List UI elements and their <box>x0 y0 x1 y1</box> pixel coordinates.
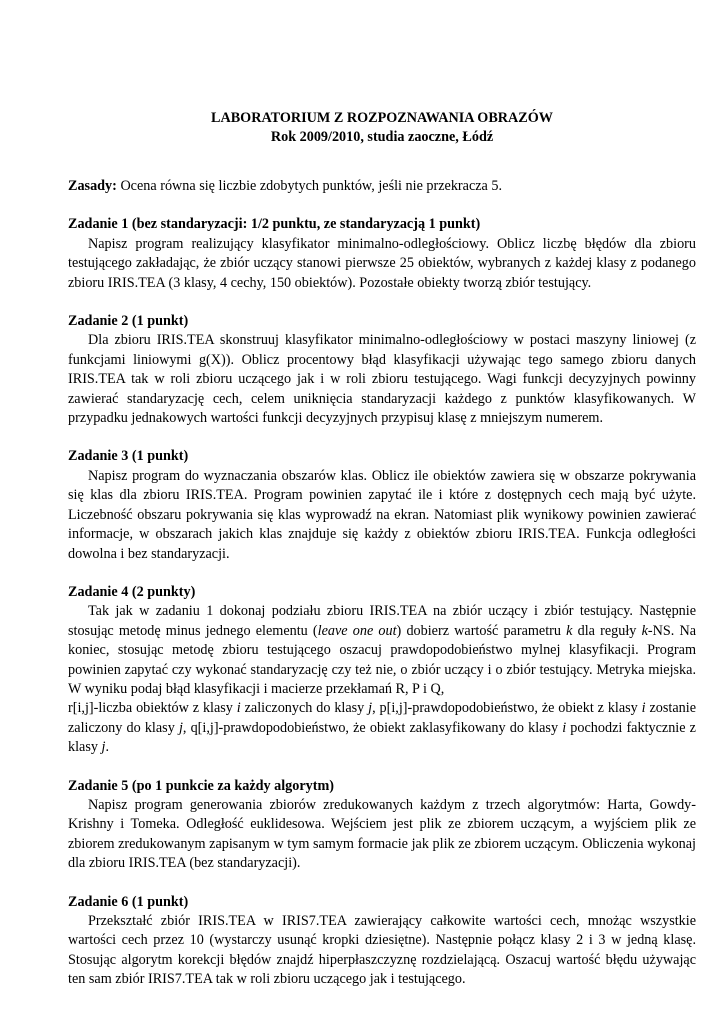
task-2 <box>68 312 696 428</box>
italic-run: leave one out <box>317 622 397 639</box>
text-run: , p[i,j]-prawdopodobieństwo, że obiekt z klasy <box>372 700 642 717</box>
document-header <box>68 109 696 147</box>
italic-run: j <box>178 719 183 736</box>
italic-run: i <box>236 700 241 717</box>
text-run: dla reguły <box>572 622 642 639</box>
task-body-definitions <box>68 699 696 757</box>
task-6 <box>68 893 696 990</box>
italic-run: k <box>566 622 573 639</box>
rules-section <box>68 177 696 196</box>
task-body: Dla zbioru IRIS.TEA skonstruuj klasyfikator minimalno-odległościowy w postaci maszyny liniowej (z funkcjami liniowymi g(X)). Oblicz procentowy błąd klasyfikacji używając tego samego zbioru danych IRIS.TEA tak w roli zbioru uczącego jak i w roli zbioru testującego. Wagi funkcji decyzyjnych powinny zawierać standaryzację cech, celem uniknięcia standaryzacji każdego z punktów klasyfikowanych. W przypadku jednakowych wartości funkcji decyzyjnych przypisuj klasę z mniejszym numerem. <box>68 332 696 427</box>
document-page <box>68 109 696 990</box>
task-1 <box>68 215 696 293</box>
document-title: LABORATORIUM Z ROZPOZNAWANIA OBRAZÓW <box>211 110 553 126</box>
task-title: Zadanie 6 (1 punkt) <box>68 893 189 910</box>
italic-run: i <box>562 719 567 736</box>
text-run: . <box>105 739 109 756</box>
task-title: Zadanie 4 (2 punkty) <box>68 583 196 600</box>
task-4 <box>68 583 696 758</box>
text-run: ) dobierz wartość parametru <box>396 622 567 639</box>
text-run: zostanie zaliczony do klasy <box>68 700 696 736</box>
task-3 <box>68 447 696 563</box>
task-body: Przekształć zbiór IRIS.TEA w IRIS7.TEA zawierający całkowite wartości cech, mnożąc wszystkie wartości cech przez 10 (wystarczy usunąć kropki dziesiętne). Następnie połącz klasy 2 i 3 w jedną klasę. Stosując algorytm korekcji błędów znajdź hiperpłaszczyznę rozdzielającą. Oszacuj wartość błędu używając ten sam zbiór IRIS7.TEA tak w roli zbioru uczącego jak i testującego. <box>68 913 696 988</box>
task-title: Zadanie 5 (po 1 punkcie za każdy algorytm) <box>68 777 335 794</box>
rules-text: Ocena równa się liczbie zdobytych punktów, jeśli nie przekracza 5. <box>116 178 503 194</box>
task-body <box>68 602 696 699</box>
task-title: Zadanie 2 (1 punkt) <box>68 313 189 330</box>
italic-run: j <box>368 700 373 717</box>
task-body: Napisz program do wyznaczania obszarów klas. Oblicz ile obiektów zawiera się w obszarze pokrywania się klas dla zbioru IRIS.TEA. Program powinien zapytać ile i które z dostępnych cech mają być użyte. Liczebność obszaru pokrywania się klas wyprowadź na ekran. Natomiast plik wynikowy powinien zawierać informacje, w obszarach jakich klas znajduje się każdy z obiektów zbioru IRIS.TEA. Funkcja odległości dowolna i bez standaryzacji. <box>68 467 696 562</box>
text-run: -NS. Na koniec, stosując metodę zbioru testującego oszacuj prawdopodobieństwo mylnej klasyfikacji. Program powinien zapytać czy wykonać standaryzację czy też nie, o zbiór uczący i o zbiór testujący. Metryka miejska. W wyniku podaj błąd klasyfikacji i macierze przekłamań R, P i Q, <box>68 622 696 697</box>
text-run: , q[i,j]-prawdopodobieństwo, że obiekt zaklasyfikowany do klasy <box>182 719 563 736</box>
text-run: Tak jak w zadaniu 1 dokonaj podziału zbioru IRIS.TEA na zbiór uczący i zbiór testujący. Następnie stosując metodę minus jednego elementu ( <box>68 603 696 639</box>
italic-run: k <box>641 622 648 639</box>
text-run: zaliczonych do klasy <box>240 700 369 717</box>
task-body: Napisz program realizujący klasyfikator minimalno-odległościowy. Oblicz liczbę błędów dla zbioru testującego zakładając, że zbiór uczący stanowi pierwsze 25 obiektów, wybranych z każdej klasy z podanego zbioru IRIS.TEA (3 klasy, 4 cechy, 150 obiektów). Pozostałe obiekty tworzą zbiór testujący. <box>68 235 696 291</box>
document-subtitle: Rok 2009/2010, studia zaoczne, Łódź <box>270 129 494 145</box>
rules-label: Zasady: <box>68 178 117 194</box>
task-title: Zadanie 1 (bez standaryzacji: 1/2 punktu, ze standaryzacją 1 punkt) <box>68 216 481 233</box>
italic-run: i <box>641 700 646 717</box>
text-run: pochodzi faktycznie z klasy <box>68 719 696 756</box>
italic-run: j <box>101 739 106 756</box>
text-run: r[i,j]-liczba obiektów z klasy <box>68 700 237 717</box>
task-body: Napisz program generowania zbiorów zredukowanych każdym z trzech algorytmów: Harta, Gowdy-Krishny i Tomeka. Odległość euklidesowa. Wejściem jest plik ze zbiorem uczącym, a wyjściem plik ze zbiorem zredukowanym zapisanym w tym samym formacie jak plik ze zbiorem uczącym. Obliczenia wykonaj dla zbioru IRIS.TEA (bez standaryzacji). <box>68 796 696 872</box>
task-5 <box>68 777 696 874</box>
task-title: Zadanie 3 (1 punkt) <box>68 448 189 465</box>
